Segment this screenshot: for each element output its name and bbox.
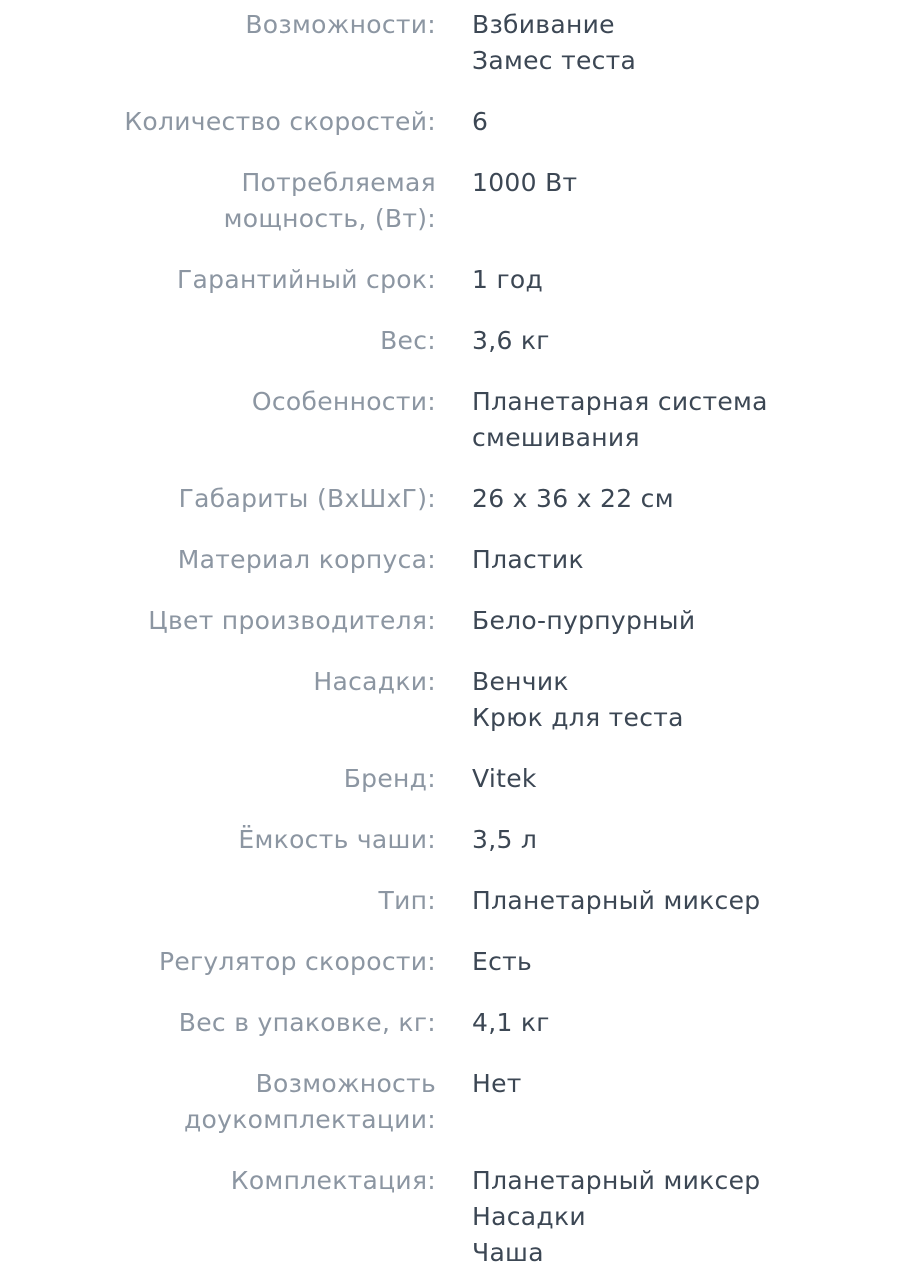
spec-row bbox=[0, 1005, 917, 1041]
spec-value bbox=[472, 542, 892, 578]
spec-label: Цвет производителя: bbox=[148, 606, 436, 635]
spec-row bbox=[0, 883, 917, 919]
spec-value bbox=[472, 262, 892, 298]
spec-label: Ёмкость чаши: bbox=[238, 825, 436, 854]
spec-value-line: 1 год bbox=[472, 265, 544, 294]
spec-value-line: Vitek bbox=[472, 764, 537, 793]
spec-value bbox=[472, 1163, 892, 1271]
spec-value bbox=[472, 603, 892, 639]
spec-value bbox=[472, 1005, 892, 1041]
spec-value-line: Планетарный миксер bbox=[472, 1166, 761, 1195]
spec-row bbox=[0, 104, 917, 140]
spec-value-line: Бело-пурпурный bbox=[472, 606, 696, 635]
spec-row bbox=[0, 165, 917, 237]
spec-label: Габариты (ВхШхГ): bbox=[178, 484, 436, 513]
spec-label: Регулятор скорости: bbox=[158, 947, 436, 976]
spec-label: Гарантийный срок: bbox=[177, 265, 436, 294]
spec-label: Вес: bbox=[380, 326, 436, 355]
spec-value bbox=[472, 664, 892, 736]
spec-value bbox=[472, 323, 892, 359]
spec-value-line: 3,5 л bbox=[472, 825, 538, 854]
spec-value bbox=[472, 944, 892, 980]
spec-value bbox=[472, 104, 892, 140]
spec-value-line: 1000 Вт bbox=[472, 168, 578, 197]
spec-row bbox=[0, 323, 917, 359]
spec-label: Особенности: bbox=[251, 387, 436, 416]
spec-value-line: Крюк для теста bbox=[472, 703, 684, 732]
spec-row bbox=[0, 1163, 917, 1271]
spec-value bbox=[472, 1066, 892, 1102]
spec-row bbox=[0, 262, 917, 298]
spec-value bbox=[472, 883, 892, 919]
spec-row bbox=[0, 1066, 917, 1138]
spec-value bbox=[472, 165, 892, 201]
spec-value bbox=[472, 822, 892, 858]
spec-value-line: Замес теста bbox=[472, 46, 637, 75]
spec-label: Комплектация: bbox=[230, 1166, 436, 1195]
spec-label: Тип: bbox=[378, 886, 436, 915]
spec-row bbox=[0, 481, 917, 517]
spec-value bbox=[472, 761, 892, 797]
spec-value-line: 6 bbox=[472, 107, 489, 136]
spec-value-line: Венчик bbox=[472, 667, 569, 696]
spec-value-line: Насадки bbox=[472, 1202, 586, 1231]
spec-row bbox=[0, 664, 917, 736]
spec-row bbox=[0, 542, 917, 578]
spec-row bbox=[0, 761, 917, 797]
spec-value-line: Взбивание bbox=[472, 10, 615, 39]
spec-label: Вес в упаковке, кг: bbox=[178, 1008, 436, 1037]
spec-label: Количество скоростей: bbox=[124, 107, 436, 136]
spec-value bbox=[472, 384, 892, 456]
spec-row bbox=[0, 944, 917, 980]
spec-label: Потребляемая мощность, (Вт): bbox=[223, 168, 436, 233]
spec-value-line: 3,6 кг bbox=[472, 326, 550, 355]
spec-label: Возможности: bbox=[245, 10, 436, 39]
spec-label: Материал корпуса: bbox=[177, 545, 436, 574]
spec-value-line: 26 х 36 х 22 см bbox=[472, 484, 674, 513]
spec-value-line: Нет bbox=[472, 1069, 522, 1098]
spec-value bbox=[472, 481, 892, 517]
spec-value bbox=[472, 7, 892, 79]
spec-row bbox=[0, 603, 917, 639]
spec-row bbox=[0, 822, 917, 858]
spec-row bbox=[0, 384, 917, 456]
spec-value-line: Пластик bbox=[472, 545, 584, 574]
spec-label: Насадки: bbox=[313, 667, 436, 696]
spec-row bbox=[0, 7, 917, 79]
spec-value-line: Планетарный миксер bbox=[472, 886, 761, 915]
spec-label: Бренд: bbox=[343, 764, 436, 793]
spec-value-line: Есть bbox=[472, 947, 533, 976]
spec-value-line: 4,1 кг bbox=[472, 1008, 550, 1037]
spec-value-line: смешивания bbox=[472, 423, 640, 452]
spec-label: Возможность доукомплектации: bbox=[183, 1069, 436, 1134]
spec-value-line: Чаша bbox=[472, 1238, 544, 1267]
spec-value-line: Планетарная система bbox=[472, 387, 768, 416]
